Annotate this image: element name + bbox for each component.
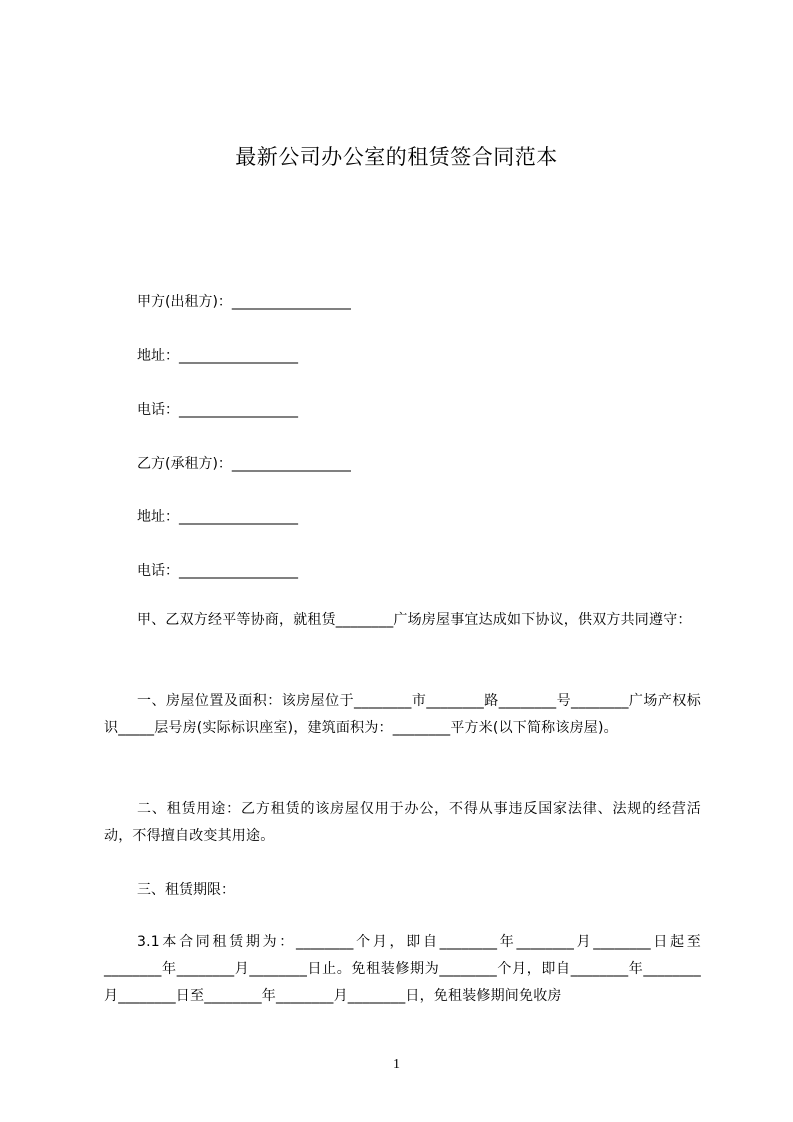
section-3-heading: 三、租赁期限： bbox=[137, 882, 235, 898]
party-b-phone: 电话：_________________ bbox=[137, 563, 298, 579]
section-1-location-area: 一、房屋位置及面积：该房屋位于________市________路________号________广场产权标识_____层号房(实际标识座室)，建筑面积为：________平方米(以下简称该房屋)。 bbox=[104, 693, 701, 736]
section-2-usage: 二、租赁用途：乙方租赁的该房屋仅用于办公，不得从事违反国家法律、法规的经营活动，不得擅自改变其用途。 bbox=[104, 801, 701, 844]
intro-paragraph: 甲、乙双方经平等协商，就租赁________广场房屋事宜达成如下协议，供双方共同遵守： bbox=[137, 612, 692, 628]
party-b-label: 乙方(承租方)：_________________ bbox=[137, 456, 351, 472]
document-title: 最新公司办公室的租赁签合同范本 bbox=[235, 145, 558, 169]
party-a-label: 甲方(出租方)：_________________ bbox=[137, 294, 351, 310]
party-a-phone: 电话：_________________ bbox=[137, 402, 298, 418]
section-3-1-lease-term: 3.1本合同租赁期为：________个月，即自________年________月________日起至________年________月________日止。免租装修期为________个月，即自________年________月________日至________年________月________日，免租装修期间免收房 bbox=[104, 934, 701, 1004]
party-a-address: 地址：_________________ bbox=[137, 348, 298, 364]
party-b-address: 地址：_________________ bbox=[137, 509, 298, 525]
page-number: 1 bbox=[393, 1057, 400, 1072]
